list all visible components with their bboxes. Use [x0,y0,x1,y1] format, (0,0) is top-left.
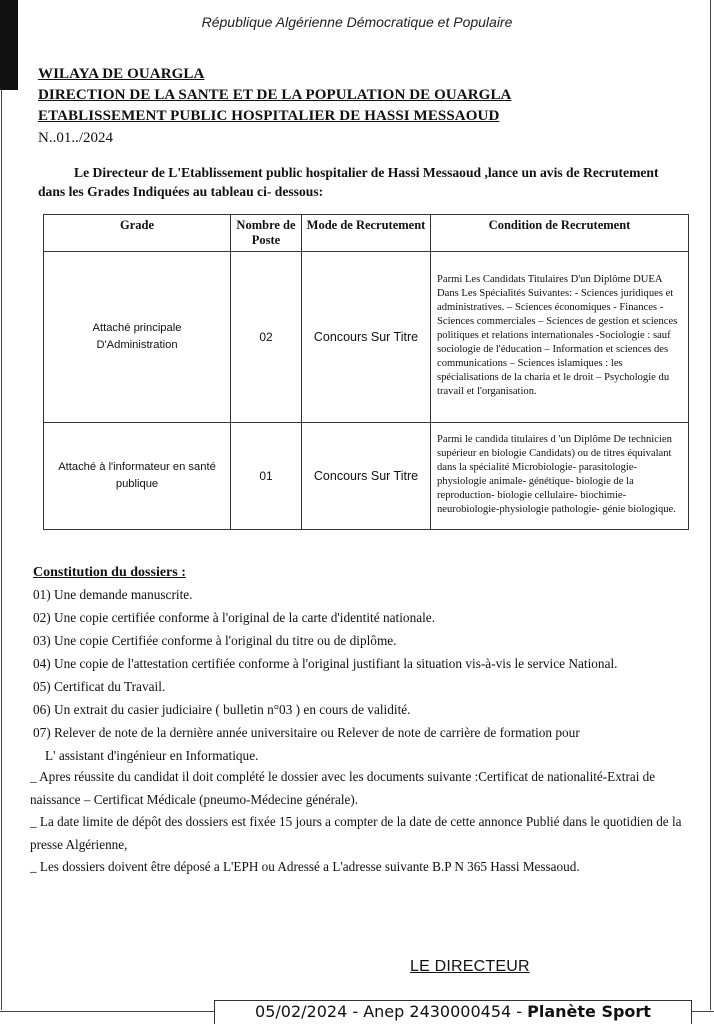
header-condition: Condition de Recrutement [431,215,689,252]
intro-paragraph: Le Directeur de L'Etablissement public hospitalier de Hassi Messaoud ,lance un avis de Recrutement dans les Grades Indiquées au tableau ci- dessous: [38,165,659,199]
note-complement: _ Apres réussite du candidat il doit complété le dossier avec les documents suivante :Certificat de nationalité-Extrai de naissance – Certificat Médicale (pneumo-Médecine générale). [30,769,656,807]
cell-nombre: 01 [231,423,302,530]
header-mode: Mode de Recrutement [302,215,431,252]
header-establishment: ETABLISSEMENT PUBLIC HOSPITALIER DE HASSI MESSAOUD [38,108,500,124]
list-item-continuation: L' assistant d'ingénieur en Informatique. [45,748,259,763]
note-address: _ Les dossiers doivent être déposé a L'EPH ou Adressé a L'adresse suivante B.P N 365 Hassi Messaoud. [30,859,580,874]
cell-condition: Parmi Les Candidats Titulaires D'un Diplôme DUEA Dans Les Spécialités Suivantes: - Sciences juridiques et administratives. – Sciences économiques - Finances - Sciences commerciales – Sciences de gestion et sciences politiques et relations internationales -Sociologie : sauf sociologie de l'éducation – Information et sciences des communications – Sciences islamiques : les spécialisations de la charia et le droit – Psychologie du travail et l'organisation. [431,252,689,423]
list-item: 03) Une copie Certifiée conforme à l'original du titre ou de diplôme. [33,633,397,648]
cell-nombre: 02 [231,252,302,423]
notes-block [30,766,690,879]
cell-mode: Concours Sur Titre [302,423,431,530]
list-item: 02) Une copie certifiée conforme à l'original de la carte d'identité nationale. [33,610,436,625]
note-deadline: _ La date limite de dépôt des dossiers est fixée 15 jours a compter de la date de cette annonce Publié dans le quotidien de la presse Algérienne, [30,814,682,852]
list-item: 05) Certificat du Travail. [33,679,166,694]
footer-banner [214,1000,692,1024]
header-wilaya: WILAYA DE OUARGLA [38,66,205,82]
list-item: 04) Une copie de l'attestation certifiée conforme à l'original justifiant la situation vis-à-vis le service National. [33,656,618,671]
cell-mode: Concours Sur Titre [302,252,431,423]
reference-number: N..01../2024 [38,130,113,146]
cell-condition: Parmi le candida titulaires d 'un Diplôme De technicien supérieur en biologie Candidats) ou de titres équivalant dans la spécialité Microbiologie- parasitologie- physiologie animale- génétique- biologie de la reproduction- biologie cellulaire- biochimie- neurobiologie-physiologie pathologie- génie biologique. [431,423,689,530]
cell-grade: Attaché principale D'Administration [44,252,231,423]
list-item-with-continuation [33,721,693,767]
table-header-row [44,215,689,252]
table-row [44,252,689,423]
table-row [44,423,689,530]
header-grade: Grade [44,215,231,252]
cell-grade: Attaché à l'informateur en santé publique [44,423,231,530]
header-direction: DIRECTION DE LA SANTE ET DE LA POPULATION DE OUARGLA [38,87,512,103]
dossier-list [33,583,693,767]
header-nombre: Nombre de Poste [231,215,302,252]
republic-heading: République Algérienne Démocratique et Populaire [201,14,513,30]
institution-header [38,64,511,127]
list-item: 06) Un extrait du casier judiciaire ( bulletin n°03 ) en cours de validité. [33,702,411,717]
footer-date-ref: 05/02/2024 - Anep 2430000454 - [255,1002,528,1021]
list-item-text: 07) Relever de note de la dernière année universitaire ou Relever de note de carrière de formation pour [33,725,580,740]
recruitment-table [43,214,689,530]
signature-title: LE DIRECTEUR [410,958,530,975]
list-item: 01) Une demande manuscrite. [33,587,193,602]
dossier-title: Constitution du dossiers : [33,565,186,580]
footer-brand: Planète Sport [527,1002,651,1021]
